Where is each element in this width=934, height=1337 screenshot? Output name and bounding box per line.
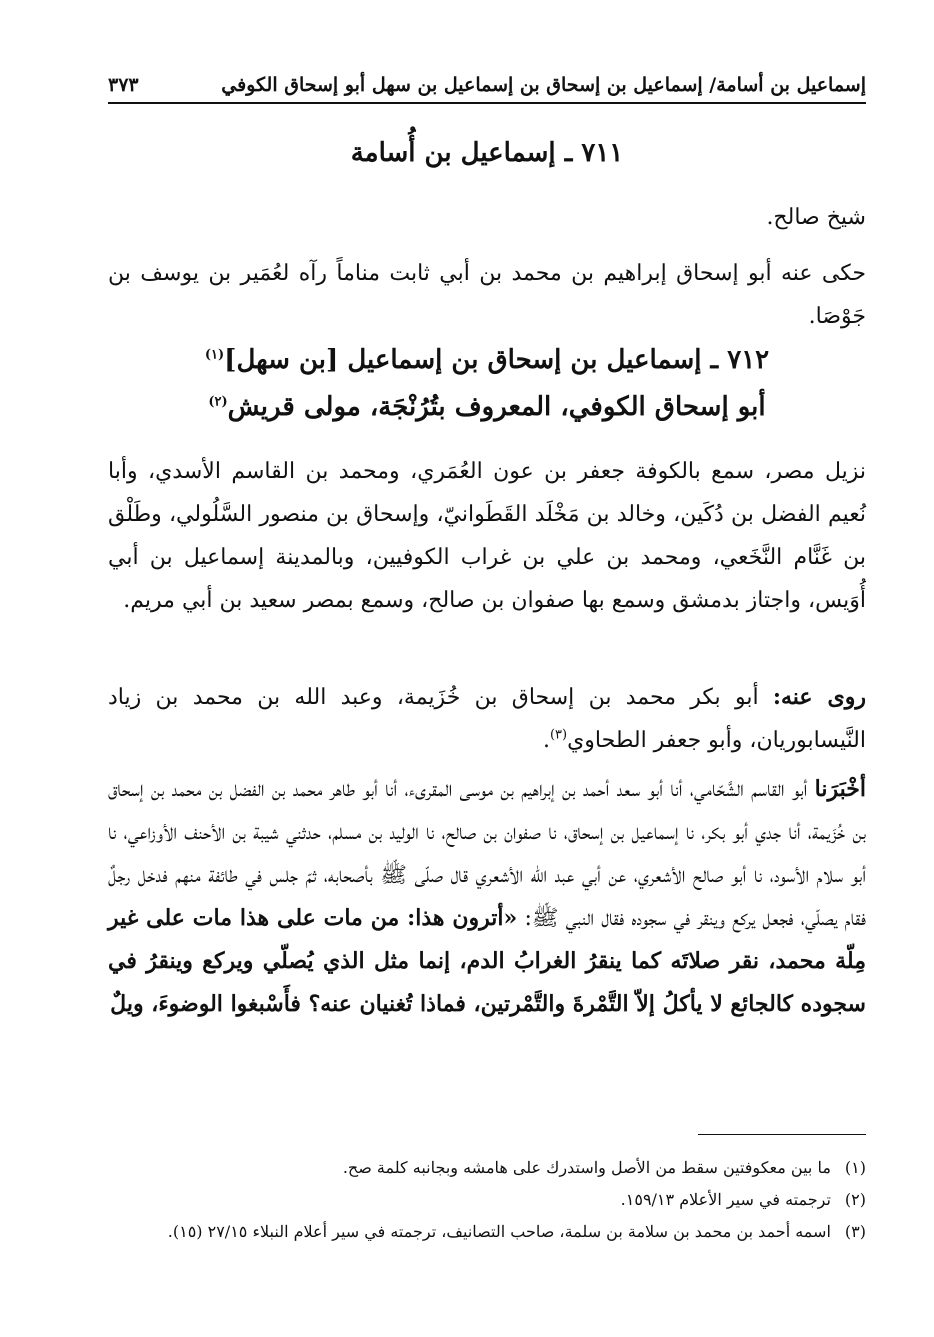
page-header: [108, 68, 866, 104]
isnad-text: أبو القاسم الشَّحّامي، أنا أبو سعد أحمد بن إبراهيم بن موسى المقرىء، أنا أبو طاهر محمد بن الفضل بن محمد بن إسحاق بن خُزَيمة، أنا جدي أبو بكر، نا إسماعيل بن إسحاق، نا صفوان بن صالح، نا الوليد بن مسلم، حدثني شيبة بن الأحنف الأوزاعي، نا أبو سلام الأسود، نا أبو صالح الأشعري، عن أبي عبد الله الأشعري قال صلّى ﷺ بأصحابه، ثمّ جلس في طائفة منهم فدخل رجلٌ فقام يصلّي، فجعل يركع وينقر في سجوده فقال النبي ﷺ:: [108, 777, 866, 931]
footnote-item: [108, 1216, 866, 1248]
entry-712-name: ٧١٢ ـ إسماعيل بن إسحاق بن إسماعيل [بن سهل]: [224, 345, 770, 375]
footnote-text: ترجمته في سير الأعلام ١٥٩/١٣.: [620, 1190, 831, 1209]
footnote-text: ما بين معكوفتين سقط من الأصل واستدرك على هامشه وبجانبه كلمة صح.: [342, 1158, 831, 1177]
footnote-divider: [698, 1134, 866, 1135]
hadith-text: «أترون هذا: من مات على هذا مات على غير مِلّة محمد، نقر صلاتَه كما ينقرُ الغرابُ الدم، إنما مثل الذي يُصلّي ويركع وينقرُ في سجوده كالجائع لا يأكلُ إلاّ التَّمْرةَ والتَّمْرتين، فماذا تُغنيان عنه؟ فأَسْبغوا الوضوءَ، ويلٌ: [108, 905, 866, 1017]
entry-712-isnad: [108, 768, 866, 1026]
footnote-item: [108, 1152, 866, 1184]
entry-711-report: حكى عنه أبو إسحاق إبراهيم بن محمد بن أبي ثابت مناماً رآه لعُمَير بن يوسف بن جَوْصَا.: [108, 261, 866, 329]
entry-711-description: شيخ صالح.: [766, 205, 866, 230]
footnotes: [108, 1152, 866, 1248]
isnad-label: أخْبَرَنا: [814, 776, 866, 802]
entry-712-title-line1: [108, 345, 866, 375]
running-head: إسماعيل بن أسامة/ إسماعيل بن إسحاق بن إسماعيل بن سهل أبو إسحاق الكوفي: [221, 74, 866, 96]
footnote-ref-3[interactable]: (٣): [549, 727, 568, 743]
narrators-text: أبو بكر محمد بن إسحاق بن خُزَيمة، وعبد الله بن محمد بن زياد النَّيسابوريان، وأبو جعفر الطحاوي: [108, 685, 866, 753]
footnote-item: [108, 1184, 866, 1216]
footnote-number: (٢): [844, 1190, 866, 1209]
entry-712-biography: نزيل مصر، سمع بالكوفة جعفر بن عون العُمَري، ومحمد بن القاسم الأسدي، وأبا نُعيم الفضل بن دُكَين، وخالد بن مَخْلَد القَطَوانيّ، وإسحاق بن منصور السَّلُولي، وطَلْق بن غَنَّام النَّخَعي، ومحمد بن علي بن غراب الكوفيين، وبالمدينة إسماعيل بن أبي أُوَيس، واجتاز بدمشق وسمع بها صفوان بن صالح، وسمع بمصر سعيد بن أبي مريم.: [108, 459, 866, 613]
footnote-ref-1[interactable]: (١): [204, 347, 225, 363]
entry-711-title: ٧١١ ـ إسماعيل بن أُسامة: [350, 138, 624, 168]
narrators-label: روى عنه:: [772, 684, 866, 710]
footnote-number: (١): [844, 1158, 866, 1177]
entry-712-kunya: أبو إسحاق الكوفي، المعروف بتُرُنْجَة، مولى قريش: [227, 392, 766, 422]
footnote-ref-2[interactable]: (٢): [208, 394, 228, 410]
footnote-text: اسمه أحمد بن محمد بن سلامة بن سلمة، صاحب التصانيف، ترجمته في سير أعلام النبلاء ٢٧/١٥ (١٥).: [167, 1222, 831, 1241]
entry-712-title-line2: [108, 392, 866, 422]
entry-712-narrators: روى عنه: أبو بكر محمد بن إسحاق بن خُزَيمة، وعبد الله بن محمد بن زياد النَّيسابوريان، وأبو جعفر الطحاوي$^{(٣)}$.: [108, 684, 866, 753]
page-number: ٣٧٣: [108, 74, 139, 96]
footnote-number: (٣): [844, 1222, 866, 1241]
